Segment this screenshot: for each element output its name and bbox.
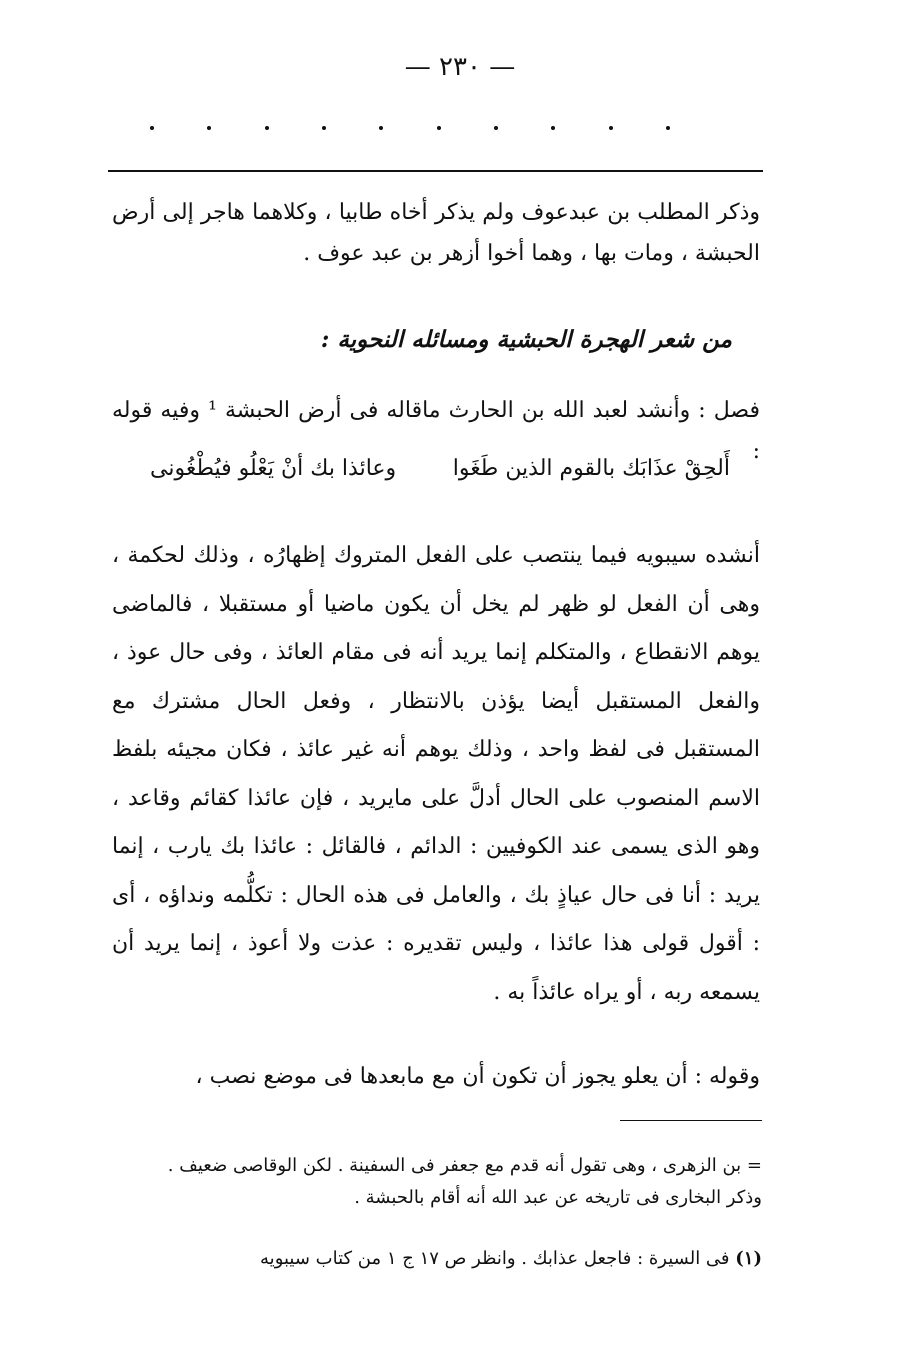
paragraph-1: وذكر المطلب بن عبدعوف ولم يذكر أخاه طابيا ، وكلاهما هاجر إلى أرض الحبشة ، ومات بها ، وهما أخوا أزهر بن عبد عوف . [112,200,760,266]
separator-dot [379,126,383,130]
separator-dot [150,126,154,130]
footnote-marker: (١) [735,1248,762,1269]
separator-dot [494,126,498,130]
header-rule [108,170,763,172]
verse-hemistich-2: وعائذا بك أنْ يَعْلُو فيُطْغُونى [150,456,397,481]
separator-dot [322,126,326,130]
paragraph-2: فصل : وأنشد لعبد الله بن الحارث ماقاله فى أرض الحبشة ¹ وفيه قوله : [112,398,760,464]
separator-dot [551,126,555,130]
footnote-continuation: = بن الزهرى ، وهى تقول أنه قدم مع جعفر فى السفينة . لكن الوقاصى ضعيف . وذكر البخارى فى تاريخه عن عبد الله أنه أقام بالحبشة . [167,1155,762,1208]
verse-hemistich-1: أَلحِقْ عذَابَك بالقوم الذين طَغَوا [452,456,730,481]
page-number: — ٢٣٠ — [404,52,516,82]
paragraph-3: أنشده سيبويه فيما ينتصب على الفعل المتروك إظهارُه ، وذلك لحكمة ، وهى أن الفعل لو ظهر لم يخل أن يكون ماضيا أو مستقبلا ، فالماضى يوهم الانقطاع ، والمتكلم إنما يريد أنه فى مقام العائذ ، وفى حال عوذ ، والفعل المستقبل أيضا يؤذن بالانتظار ، وفعل الحال مشترك مع المستقبل فى لفظ واحد ، وذلك يوهم أنه غير عائذ ، فكان مجيئه بلفظ الاسم المنصوب على الحال أدلَّ على مايريد ، فإن عائذا كقائم وقاعد ، وهو الذى يسمى عند الكوفيين : الدائم ، فالقائل : عائذا بك يارب ، إنما يريد : أنا فى حال عياذٍ بك ، والعامل فى هذه الحال : تكلُّمه ونداؤه ، أى : أقول قولى هذا عائذا ، وليس تقديره : عذت ولا أعوذ ، إنما يريد أن يسمعه ربه ، أو يراه عائذاً به . [112,543,760,1005]
separator-dot [265,126,269,130]
separator-dot [207,126,211,130]
separator-dot [609,126,613,130]
footnote-text: فى السيرة : فاجعل عذابك . وانظر ص ١٧ ج ١ من كتاب سيبويه [260,1248,730,1269]
separator-dot [437,126,441,130]
section-heading: من شعر الهجرة الحبشية ومسائله النحوية : [320,326,732,353]
footnote-rule [620,1120,762,1121]
separator-dot [666,126,670,130]
separator-dots [150,126,670,130]
poem-verse [150,456,730,481]
footnote-1 [150,1243,762,1275]
paragraph-4: وقوله : أن يعلو يجوز أن تكون أن مع مابعدها فى موضع نصب ، [195,1064,760,1089]
